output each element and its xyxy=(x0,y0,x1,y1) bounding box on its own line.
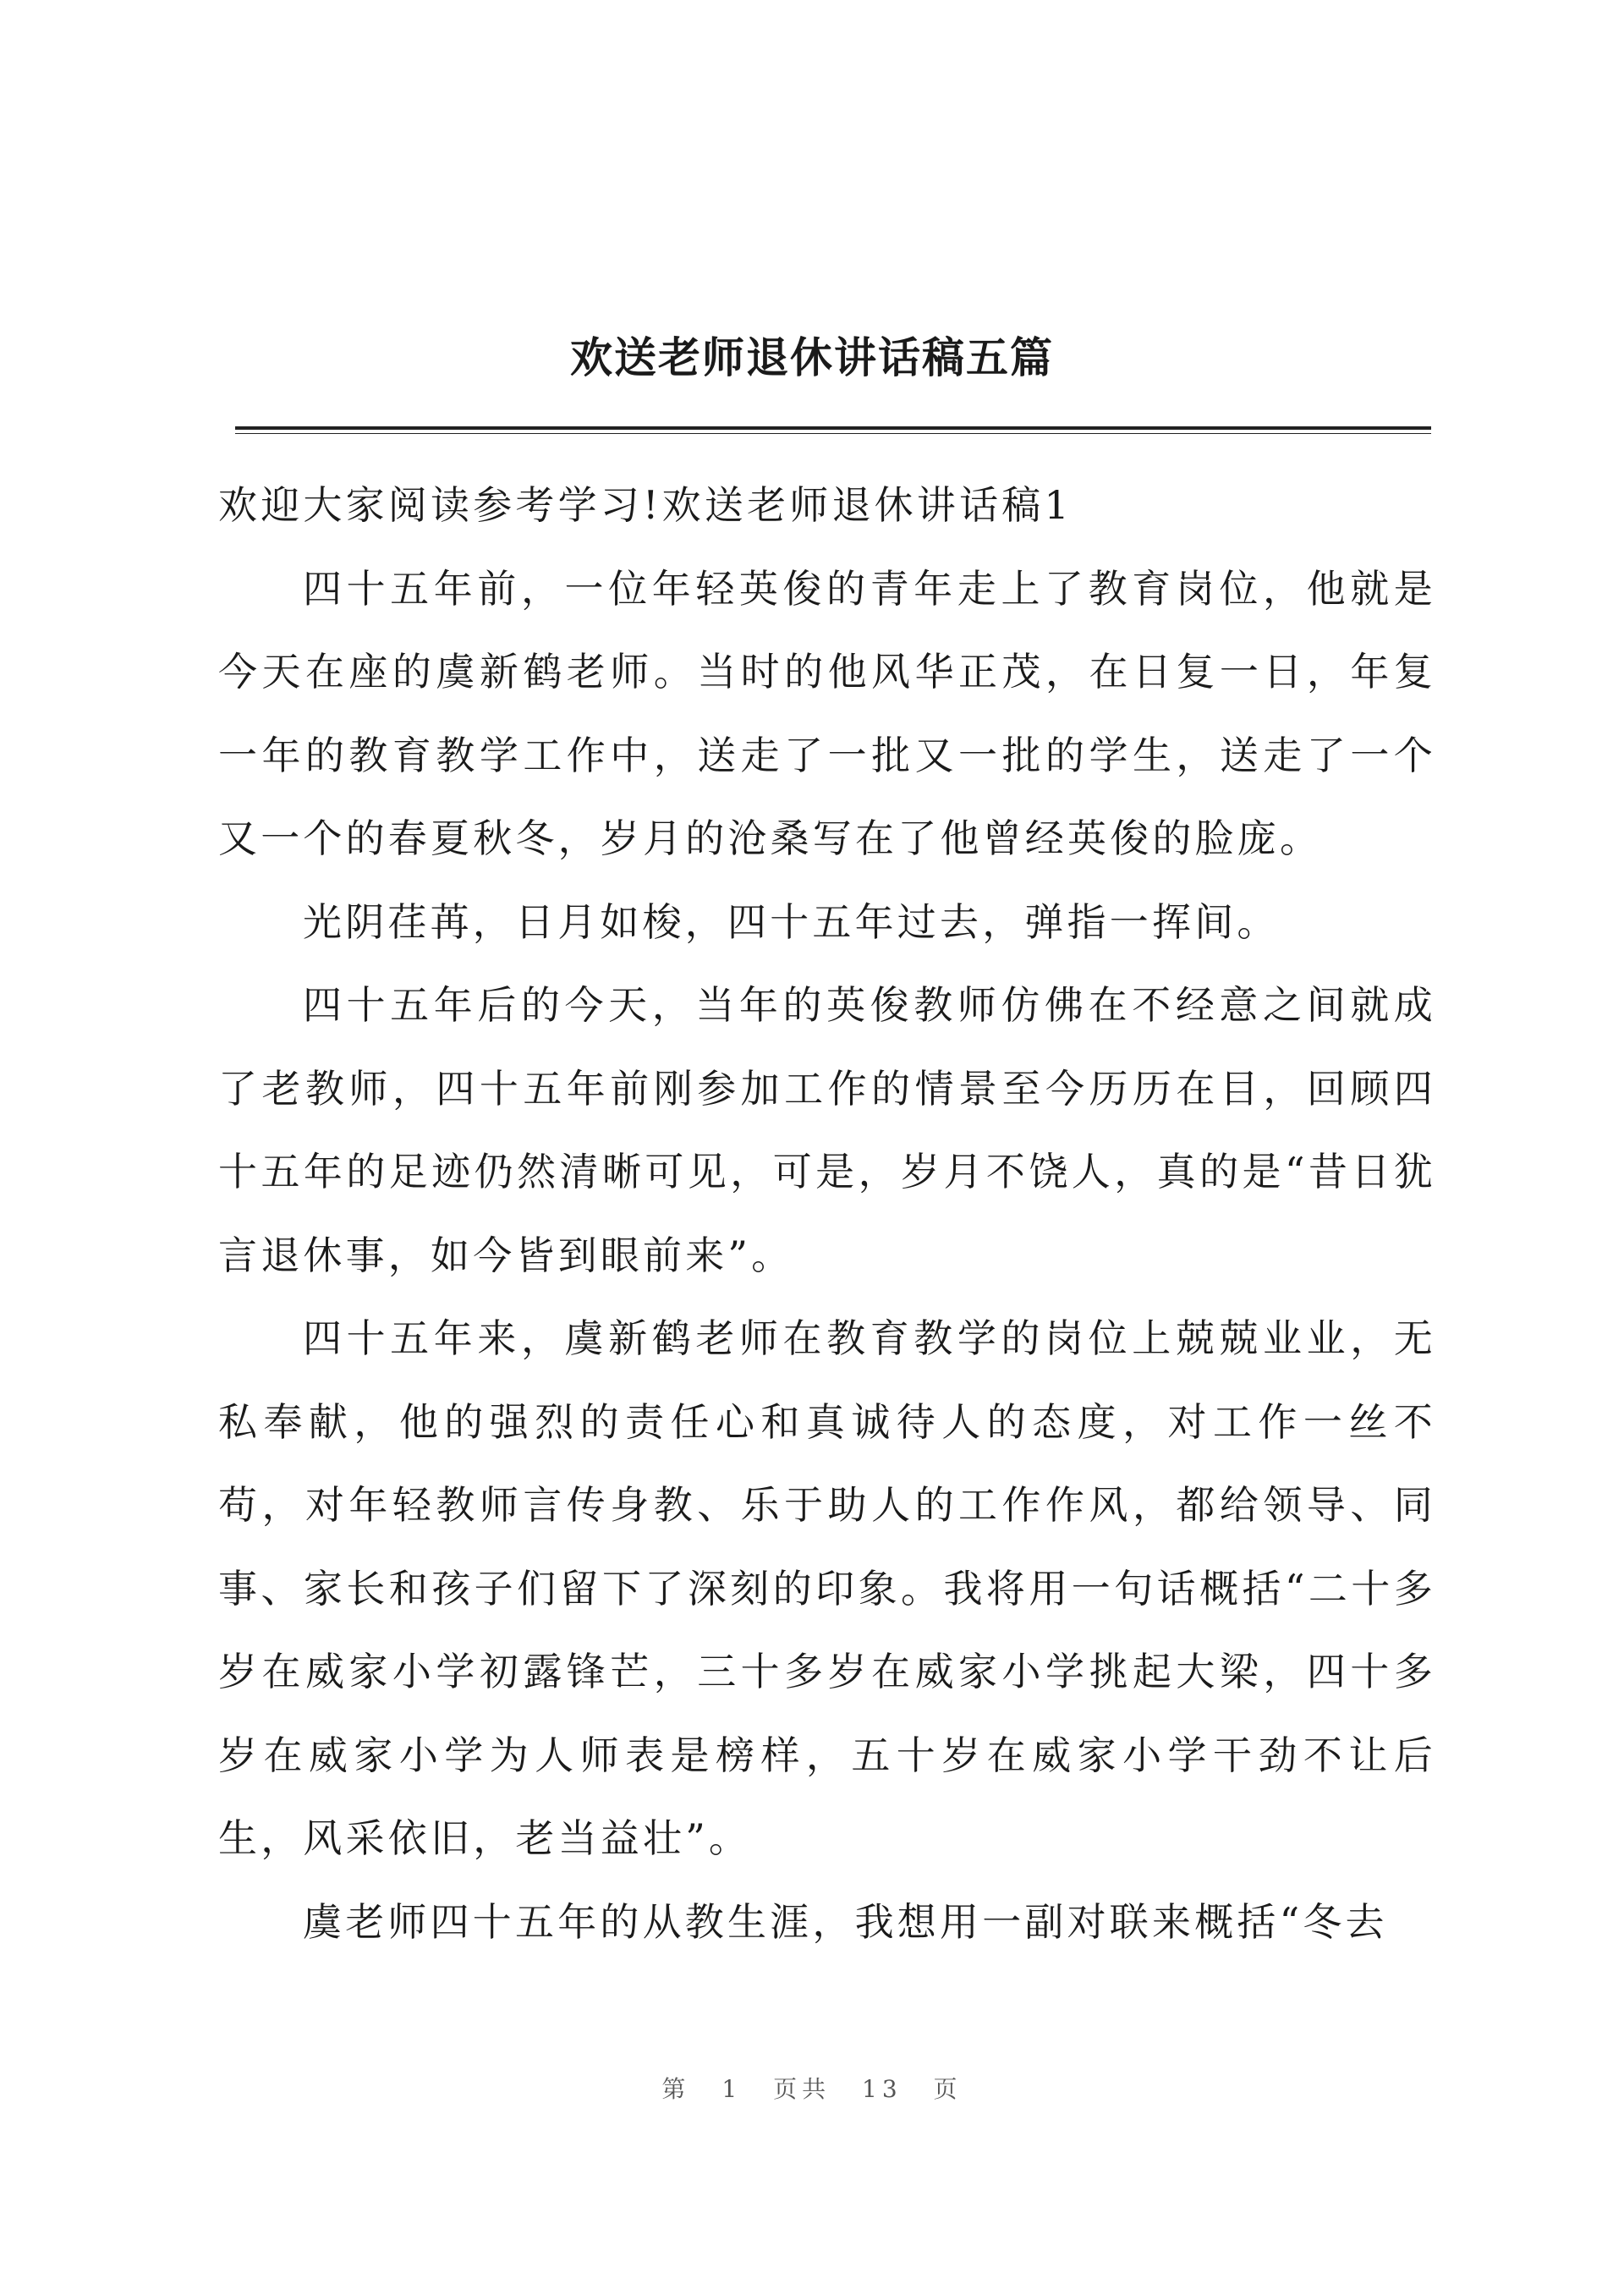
document-title: 欢送老师退休讲话稿五篇 xyxy=(570,332,1054,382)
body-paragraph: 四十五年前，一位年轻英俊的青年走上了教育岗位，他就是今天在座的虞新鹤老师。当时的他风华正茂，在日复一日，年复一年的教育教学工作中，送走了一批又一批的学生，送走了一个又一个的春夏秋冬，岁月的沧桑写在了他曾经英俊的脸庞。 xyxy=(218,565,1436,861)
page-label-prefix: 第 xyxy=(661,2075,691,2103)
body-paragraph: 光阴荏苒，日月如梭，四十五年过去，弹指一挥间。 xyxy=(303,898,1280,945)
total-pages-number: 13 xyxy=(862,2075,903,2103)
document-body xyxy=(218,464,1436,1963)
page-footer xyxy=(0,2071,1624,2105)
title-divider-thin xyxy=(235,433,1431,434)
title-divider xyxy=(235,426,1431,430)
body-paragraph: 四十五年后的今天，当年的英俊教师仿佛在不经意之间就成了老教师，四十五年前刚参加工作的情景至今历历在目，回顾四十五年的足迹仍然清晰可见，可是，岁月不饶人，真的是“昔日犹言退休事，如今皆到眼前来”。 xyxy=(218,982,1436,1278)
current-page-number: 1 xyxy=(721,2075,743,2103)
page-label-mid: 页共 xyxy=(773,2075,831,2103)
page-label-suffix: 页 xyxy=(933,2075,963,2103)
intro-paragraph: 欢迎大家阅读参考学习!欢送老师退休讲话稿1 xyxy=(218,482,1073,528)
body-paragraph: 四十五年来，虞新鹤老师在教育教学的岗位上兢兢业业，无私奉献，他的强烈的责任心和真诚待人的态度，对工作一丝不苟，对年轻教师言传身教、乐于助人的工作作风，都给领导、同事、家长和孩子们留下了深刻的印象。我将用一句话概括“二十多岁在威家小学初露锋芒，三十多岁在威家小学挑起大梁，四十多岁在威家小学为人师表是榜样，五十岁在威家小学干劲不让后生，风采依旧，老当益壮”。 xyxy=(218,1315,1436,1861)
body-paragraph: 虞老师四十五年的从教生涯，我想用一副对联来概括“冬去 xyxy=(303,1898,1388,1945)
